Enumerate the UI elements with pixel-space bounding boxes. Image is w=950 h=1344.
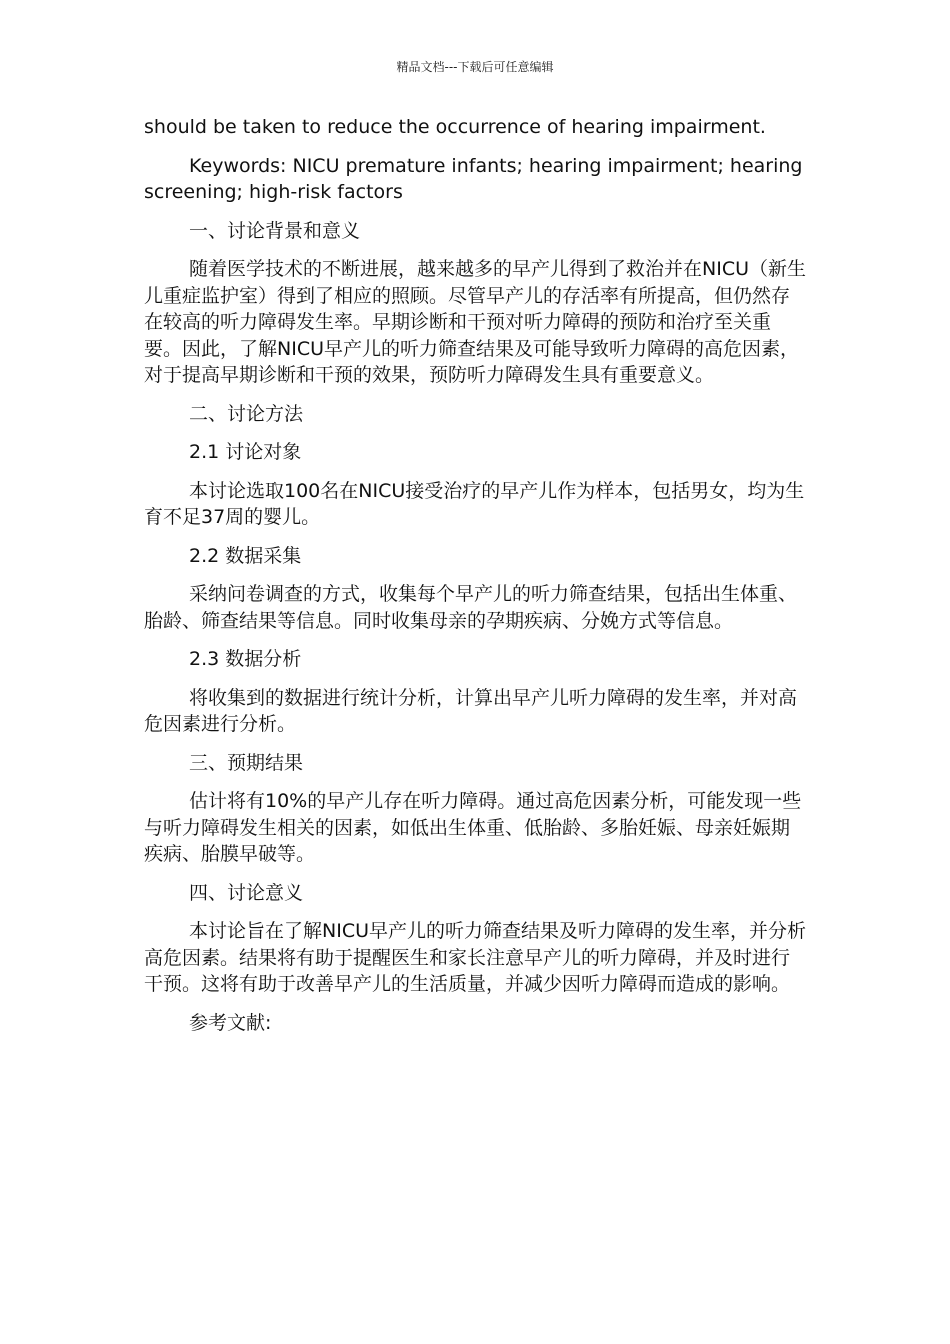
paragraph-expected-results: 估计将有10%的早产儿存在听力障碍。通过高危因素分析，可能发现一些与听力障碍发生相关的因素，如低出生体重、低胎龄、多胎妊娠、母亲妊娠期疾病、胎膜早破等。 — [144, 790, 802, 865]
paragraph-data-collection: 采纳问卷调查的方式，收集每个早产儿的听力筛查结果，包括出生体重、胎龄、筛查结果等信息。同时收集母亲的孕期疾病、分娩方式等信息。 — [144, 583, 798, 632]
heading-references: 参考文献: — [189, 1011, 272, 1034]
paragraph-data-analysis: 将收集到的数据进行统计分析，计算出早产儿听力障碍的发生率，并对高危因素进行分析。 — [144, 686, 798, 735]
heading-expected-results: 三、预期结果 — [189, 751, 304, 774]
heading-data-collection: 2.2 数据采集 — [189, 544, 302, 567]
paragraph-subjects: 本讨论选取100名在NICU接受治疗的早产儿作为样本，包括男女，均为生育不足37周的婴儿。 — [144, 479, 805, 528]
heading-methods: 二、讨论方法 — [189, 402, 304, 425]
document-body — [144, 114, 808, 1048]
paragraph-keywords: Keywords: NICU premature infants; hearing impairment; hearing screening; high-risk factors — [144, 154, 803, 203]
page-header: 精品文档---下载后可任意编辑 — [396, 60, 554, 74]
heading-background: 一、讨论背景和意义 — [189, 219, 361, 242]
paragraph-significance: 本讨论旨在了解NICU早产儿的听力筛查结果及听力障碍的发生率，并分析高危因素。结果将有助于提醒医生和家长注意早产儿的听力障碍，并及时进行干预。这将有助于改善早产儿的生活质量，并减少因听力障碍而造成的影响。 — [144, 920, 806, 995]
heading-data-analysis: 2.3 数据分析 — [189, 648, 302, 670]
heading-significance: 四、讨论意义 — [189, 881, 304, 904]
heading-subjects: 2.1 讨论对象 — [189, 441, 302, 463]
paragraph-background: 随着医学技术的不断进展，越来越多的早产儿得到了救治并在NICU（新生儿重症监护室）得到了相应的照顾。尽管早产儿的存活率有所提高，但仍然存在较高的听力障碍发生率。早期诊断和干预对听力障碍的预防和治疗至关重要。因此，了解NICU早产儿的听力筛查结果及可能导致听力障碍的高危因素，对于提高早期诊断和干预的效果，预防听力障碍发生具有重要意义。 — [144, 258, 806, 386]
paragraph-abstract-end: should be taken to reduce the occurrence of hearing impairment. — [144, 116, 766, 138]
